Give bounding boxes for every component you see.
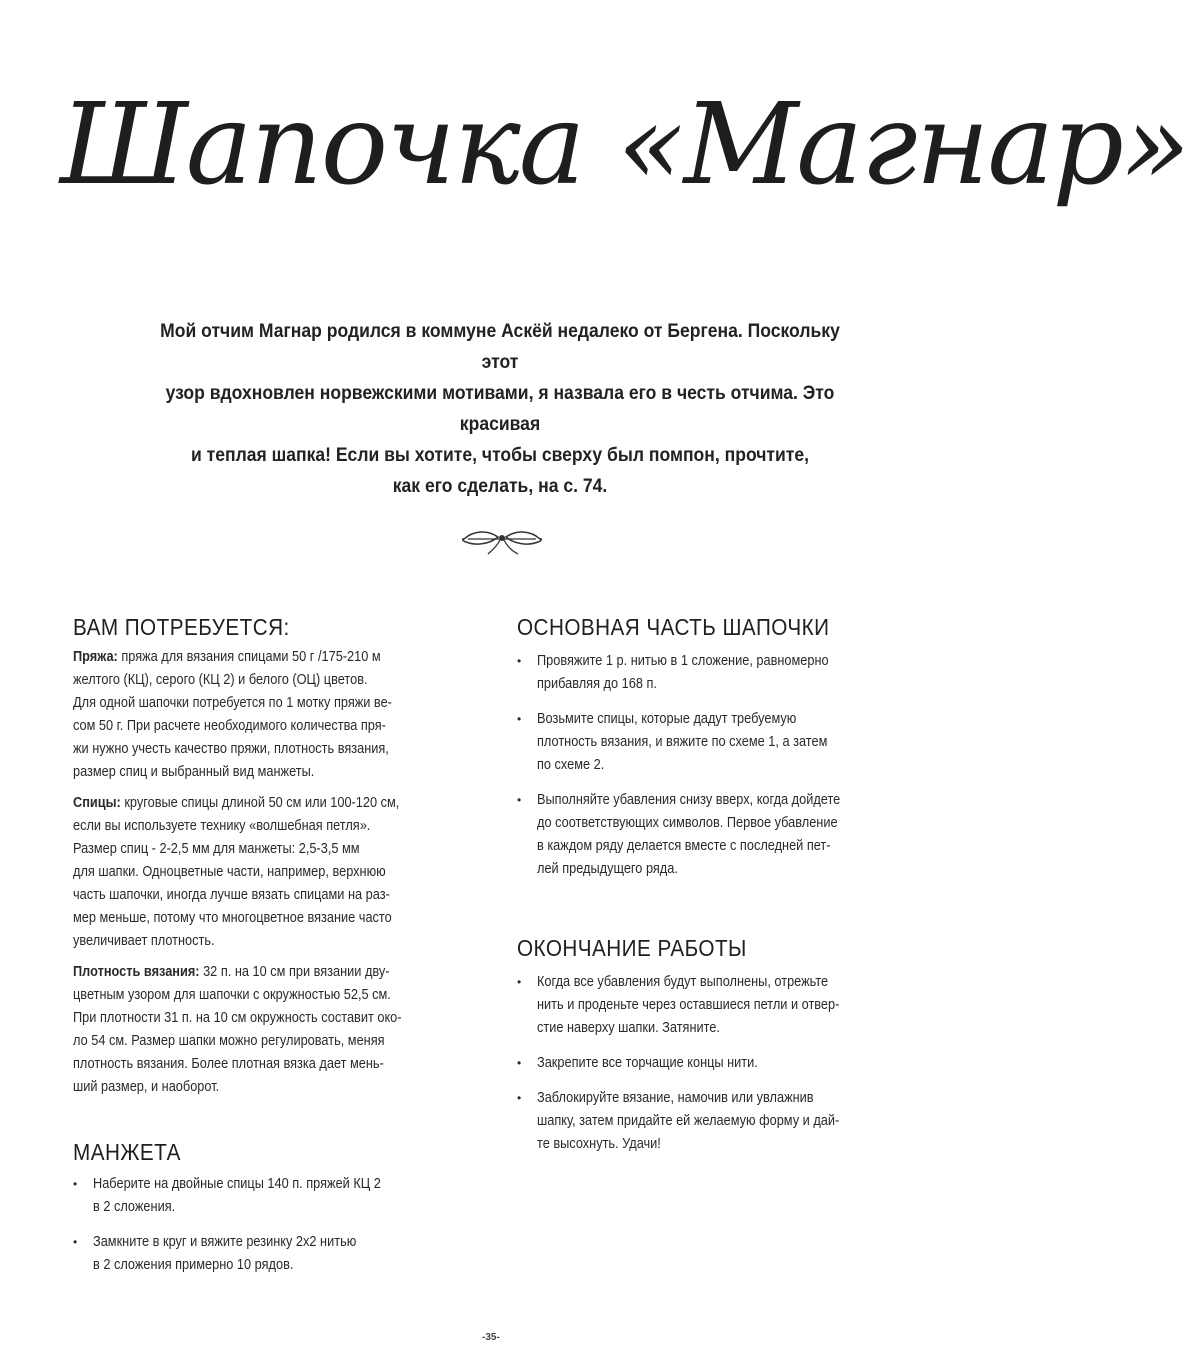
item-line: до соответствующих символов. Первое убавление <box>537 815 838 831</box>
para-line: Для одной шапочки потребуется по 1 мотку пряжи ве- <box>73 695 392 711</box>
intro-line: узор вдохновлен норвежскими мотивами, я назвала его в честь отчима. Это красивая <box>165 382 835 435</box>
list-item <box>517 971 927 1040</box>
page-title: Шапочка «Магнар» <box>60 80 1188 210</box>
list-item <box>517 650 927 696</box>
item-line: в 2 сложения. <box>93 1199 176 1215</box>
para-line: сом 50 г. При расчете необходимого количества пря- <box>73 718 386 734</box>
intro-line: как его сделать, на с. 74. <box>392 475 608 497</box>
item-line: Наберите на двойные спицы 140 п. пряжей КЦ 2 <box>93 1176 381 1192</box>
item-line: Возьмите спицы, которые дадут требуемую <box>537 711 797 727</box>
gauge-label: Плотность вязания: <box>73 964 200 980</box>
item-line: плотность вязания, и вяжите по схеме 1, а затем <box>537 734 828 750</box>
list-item <box>517 1087 927 1156</box>
yarn-paragraph <box>73 646 463 784</box>
para-line: размер спиц и выбранный вид манжеты. <box>73 764 315 780</box>
needs-heading: ВАМ ПОТРЕБУЕТСЯ: <box>73 614 290 640</box>
item-line: Когда все убавления будут выполнены, отрежьте <box>537 974 829 990</box>
para-line: круговые спицы длиной 50 см или 100-120 см, <box>120 795 400 811</box>
para-line: если вы используете технику «волшебная петля». <box>73 818 371 834</box>
intro-line: и теплая шапка! Если вы хотите, чтобы сверху был помпон, прочтите, <box>190 444 810 466</box>
para-line: 32 п. на 10 см при вязании дву- <box>199 964 390 980</box>
gauge-paragraph <box>73 961 463 1099</box>
finish-heading: ОКОНЧАНИЕ РАБОТЫ <box>517 935 747 961</box>
needles-label: Спицы: <box>73 795 121 811</box>
para-line: цветным узором для шапочки с окружностью 52,5 см. <box>73 987 391 1003</box>
para-line: желтого (КЦ), серого (КЦ 2) и белого (ОЦ) цветов. <box>73 672 368 688</box>
item-line: Провяжите 1 р. нитью в 1 сложение, равномерно <box>537 653 829 669</box>
bow-ornament-icon <box>460 522 544 556</box>
para-line: ший размер, и наоборот. <box>73 1079 220 1095</box>
item-line: те высохнуть. Удачи! <box>537 1136 661 1152</box>
yarn-label: Пряжа: <box>73 649 118 665</box>
left-column <box>73 612 463 1289</box>
item-line: прибавляя до 168 п. <box>537 676 657 692</box>
para-line: Размер спиц - 2-2,5 мм для манжеты: 2,5-3,5 мм <box>73 841 360 857</box>
para-line: При плотности 31 п. на 10 см окружность составит око- <box>73 1010 402 1026</box>
finish-list <box>517 971 927 1156</box>
para-line: жи нужно учесть качество пряжи, плотность вязания, <box>73 741 389 757</box>
bullet-icon: • <box>517 712 522 726</box>
bullet-icon: • <box>517 654 522 668</box>
needles-paragraph <box>73 792 463 953</box>
intro-line: Мой отчим Магнар родился в коммуне Аскёй недалеко от Бергена. Поскольку этот <box>160 320 840 373</box>
para-line: ло 54 см. Размер шапки можно регулировать, меняя <box>73 1033 385 1049</box>
cuff-heading: МАНЖЕТА <box>73 1139 181 1165</box>
list-item <box>73 1173 463 1219</box>
item-line: Заблокируйте вязание, намочив или увлажнив <box>537 1090 814 1106</box>
para-line: мер меньше, потому что многоцветное вязание часто <box>73 910 392 926</box>
bullet-icon: • <box>73 1177 78 1191</box>
list-item <box>517 789 927 881</box>
item-line: Замкните в круг и вяжите резинку 2х2 нитью <box>93 1234 357 1250</box>
item-line: стие наверху шапки. Затяните. <box>537 1020 720 1036</box>
right-column <box>517 612 927 1168</box>
para-line: увеличивает плотность. <box>73 933 215 949</box>
bullet-icon: • <box>517 793 522 807</box>
bullet-icon: • <box>73 1235 78 1249</box>
main-part-heading: ОСНОВНАЯ ЧАСТЬ ШАПОЧКИ <box>517 614 830 640</box>
cuff-list <box>73 1173 463 1277</box>
item-line: в каждом ряду делается вместе с последней пет- <box>537 838 831 854</box>
item-line: лей предыдущего ряда. <box>537 861 678 877</box>
list-item <box>517 708 927 777</box>
bullet-icon: • <box>517 1091 522 1105</box>
item-line: нить и проденьте через оставшиеся петли и отвер- <box>537 997 840 1013</box>
list-item <box>517 1052 927 1075</box>
para-line: для шапки. Одноцветные части, например, верхнюю <box>73 864 386 880</box>
para-line: пряжа для вязания спицами 50 г /175-210 м <box>117 649 381 665</box>
intro-text <box>158 316 842 502</box>
bullet-icon: • <box>517 1056 522 1070</box>
main-part-list <box>517 650 927 881</box>
para-line: часть шапочки, иногда лучше вязать спицами на раз- <box>73 887 390 903</box>
item-line: в 2 сложения примерно 10 рядов. <box>93 1257 294 1273</box>
item-line: Закрепите все торчащие концы нити. <box>537 1055 758 1071</box>
item-line: шапку, затем придайте ей желаемую форму и дай- <box>537 1113 840 1129</box>
list-item <box>73 1231 463 1277</box>
para-line: плотность вязания. Более плотная вязка дает мень- <box>73 1056 384 1072</box>
bullet-icon: • <box>517 975 522 989</box>
page-number: -35- <box>482 1332 500 1343</box>
item-line: по схеме 2. <box>537 757 605 773</box>
item-line: Выполняйте убавления снизу вверх, когда дойдете <box>537 792 841 808</box>
